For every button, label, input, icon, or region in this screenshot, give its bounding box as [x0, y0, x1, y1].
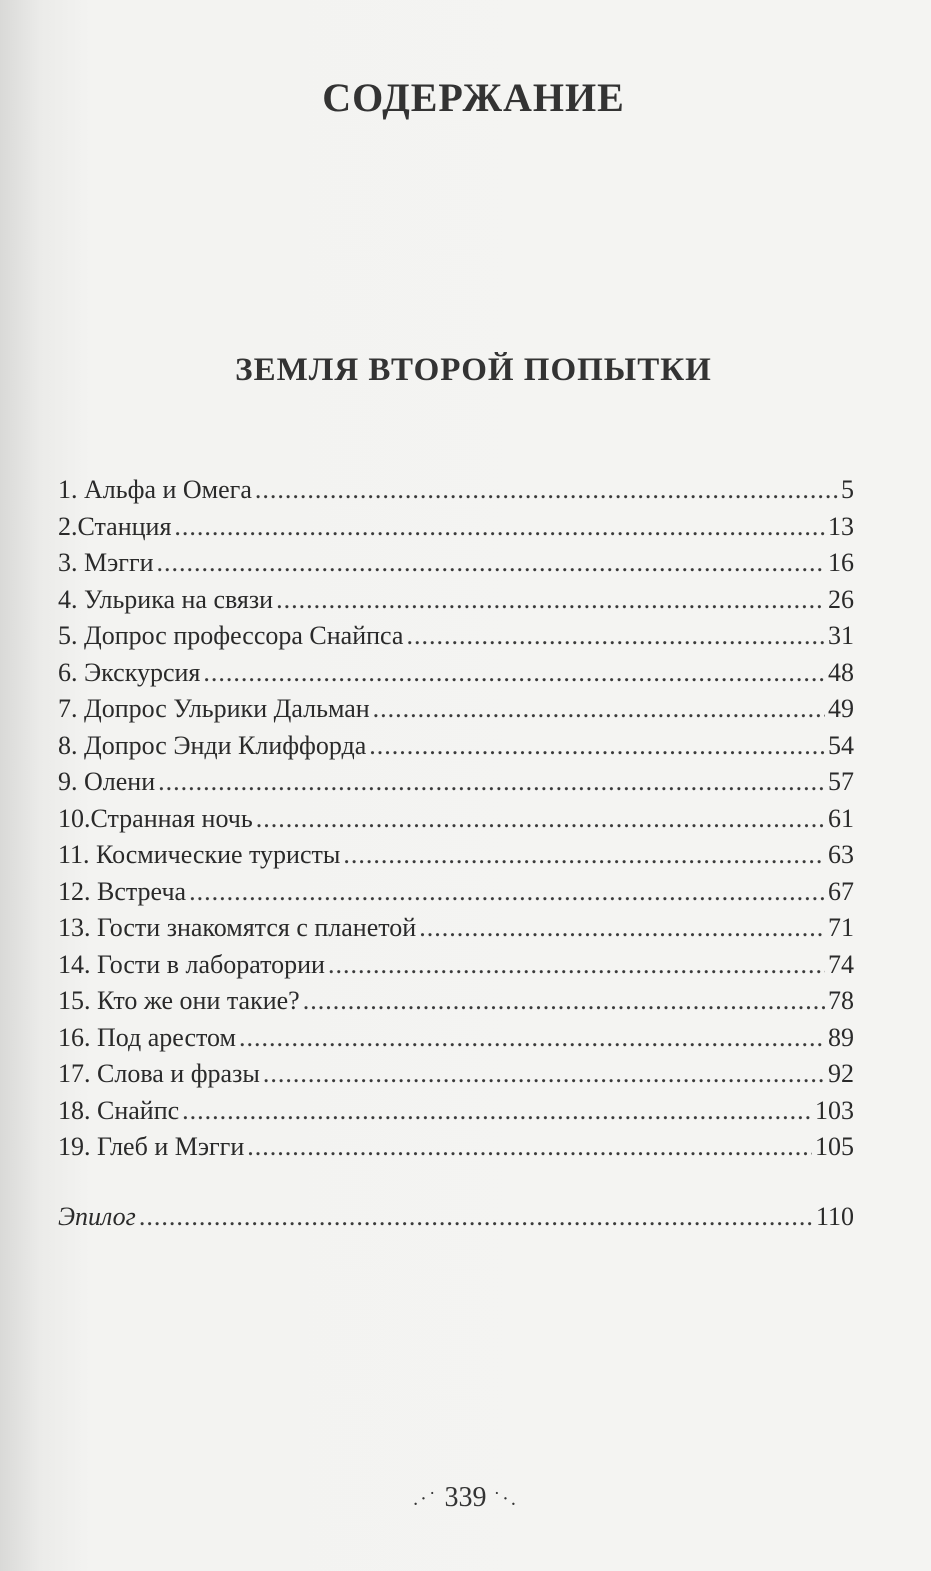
toc-entry-page: 49 [828, 694, 854, 723]
toc-epilogue-page: 110 [815, 1202, 854, 1231]
ornament-left: .·˙ [413, 1488, 438, 1511]
toc-leader-dots [256, 801, 825, 838]
toc-leader-dots [369, 728, 825, 765]
page-number [0, 1482, 931, 1514]
toc-leader-dots [189, 874, 825, 911]
toc-entry-label: 13. Гости знакомятся с планетой [58, 913, 417, 942]
toc-leader-dots [303, 983, 825, 1020]
toc-entry-page: 92 [828, 1059, 854, 1088]
toc-entry-page: 74 [828, 949, 854, 979]
toc-epilogue-label: Эпилог [58, 1202, 136, 1231]
section-title: ЗЕМЛЯ ВТОРОЙ ПОПЫТКИ [235, 352, 712, 388]
toc-entry-label: 12. Встреча [58, 876, 187, 906]
toc-entry [58, 801, 854, 838]
toc-leader-dots [406, 618, 825, 655]
toc-entry-page: 54 [828, 730, 854, 760]
toc-leader-dots [373, 691, 825, 728]
toc-entry [58, 545, 854, 582]
toc-leader-dots [419, 910, 825, 947]
toc-entry [58, 582, 854, 619]
toc-leader-dots [174, 509, 825, 546]
toc-leader-dots [247, 1129, 812, 1166]
toc-entry-page: 71 [828, 913, 854, 942]
toc-entry-label: 9. Олени [58, 767, 156, 796]
toc-leader-dots [139, 1199, 813, 1236]
page-title: СОДЕРЖАНИЕ [322, 75, 625, 120]
toc-entry-label: 19. Глеб и Мэгги [58, 1132, 245, 1161]
toc-entry [58, 1020, 854, 1057]
toc-entry [58, 1129, 854, 1166]
toc-entry [58, 509, 854, 546]
toc-leader-dots [157, 545, 825, 582]
toc-entry-page: 57 [828, 767, 854, 796]
toc-entry-label: 7. Допрос Ульрики Дальман [58, 694, 370, 723]
toc-entry-label: 11. Космические туристы [58, 840, 341, 869]
toc-entry-page: 61 [828, 803, 854, 833]
toc-entry-label: 8. Допрос Энди Клиффорда [58, 730, 367, 760]
toc-leader-dots [276, 582, 825, 619]
table-of-contents [58, 472, 854, 1166]
toc-leader-dots [343, 837, 825, 874]
toc-entry-page: 103 [815, 1095, 854, 1125]
toc-entry-label: 15. Кто же они такие? [58, 986, 300, 1015]
toc-entry-page: 105 [815, 1132, 854, 1161]
toc-entry-label: 14. Гости в лаборатории [58, 949, 325, 979]
toc-entry [58, 837, 854, 874]
toc-entry-label: 5. Допрос профессора Снайпса [58, 621, 404, 650]
toc-entry [58, 1093, 854, 1130]
toc-entry [58, 947, 854, 984]
toc-entry-page: 26 [828, 584, 854, 614]
toc-entry [58, 1056, 854, 1093]
toc-entry [58, 764, 854, 801]
toc-epilogue-entry [58, 1199, 854, 1236]
toc-entry [58, 874, 854, 911]
toc-entry [58, 910, 854, 947]
toc-leader-dots [255, 472, 838, 509]
toc-entry-page: 48 [828, 657, 854, 687]
toc-entry [58, 472, 854, 509]
toc-entry-label: 17. Слова и фразы [58, 1059, 260, 1088]
toc-entry-page: 67 [828, 876, 854, 906]
toc-entry [58, 655, 854, 692]
toc-entry-label: 16. Под арестом [58, 1022, 237, 1052]
toc-leader-dots [182, 1093, 812, 1130]
toc-leader-dots [263, 1056, 825, 1093]
toc-entry-label: 6. Экскурсия [58, 657, 201, 687]
page-number-value: 339 [444, 1482, 487, 1513]
toc-entry-page: 78 [828, 986, 854, 1015]
toc-entry-label: 10.Странная ночь [58, 803, 253, 833]
toc-leader-dots [239, 1020, 825, 1057]
toc-entry [58, 618, 854, 655]
toc-entry [58, 691, 854, 728]
toc-entry-label: 18. Снайпс [58, 1095, 180, 1125]
toc-leader-dots [203, 655, 825, 692]
toc-entry-label: 4. Ульрика на связи [58, 584, 274, 614]
toc-entry-page: 89 [828, 1022, 854, 1052]
toc-entry-page: 5 [841, 475, 854, 504]
toc-entry-page: 13 [828, 511, 854, 541]
toc-entry-page: 63 [828, 840, 854, 869]
toc-entry-page: 31 [828, 621, 854, 650]
toc-entry [58, 728, 854, 765]
toc-entry-page: 16 [828, 548, 854, 577]
toc-leader-dots [158, 764, 825, 801]
toc-entry-label: 1. Альфа и Омега [58, 475, 252, 504]
ornament-right: ˙·. [493, 1488, 518, 1511]
toc-entry-label: 2.Станция [58, 511, 172, 541]
toc-leader-dots [328, 947, 825, 984]
toc-entry-label: 3. Мэгги [58, 548, 154, 577]
toc-entry [58, 983, 854, 1020]
